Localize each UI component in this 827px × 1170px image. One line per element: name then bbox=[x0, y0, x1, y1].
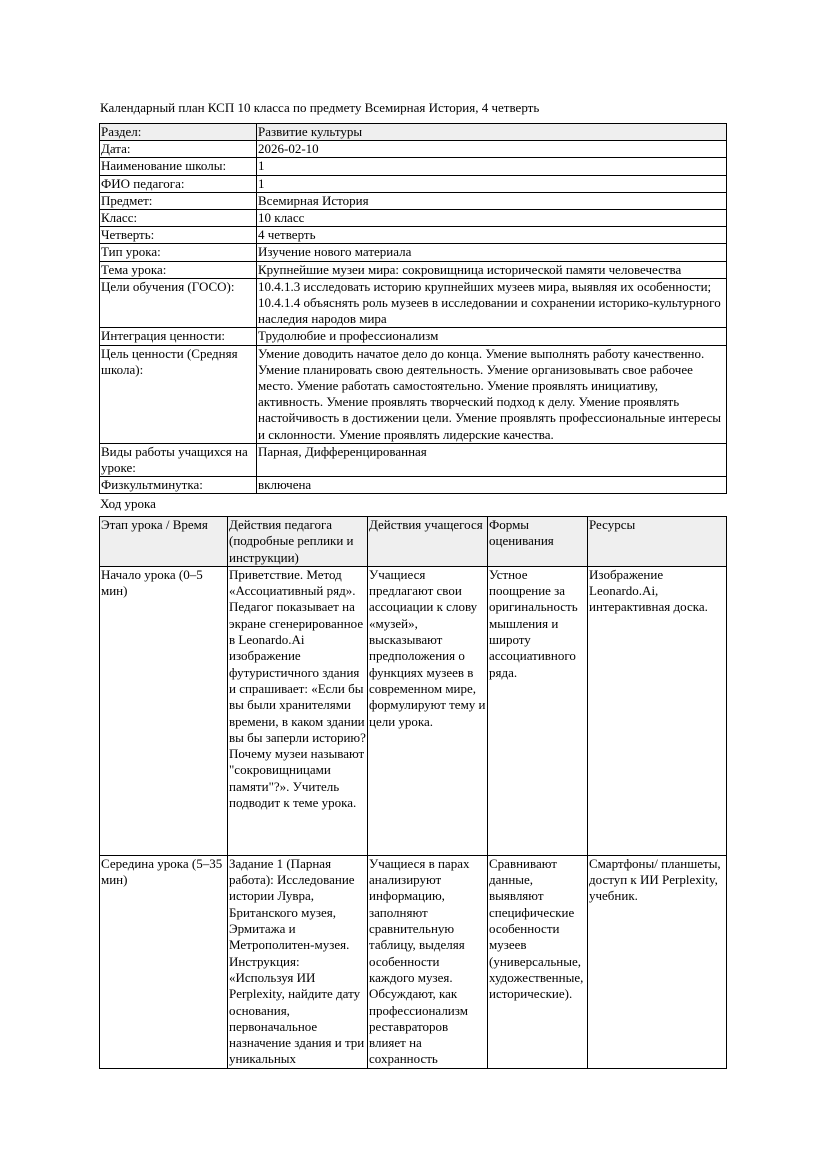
teacher-actions-cell: Задание 1 (Парная работа): Исследование истории Лувра, Британского музея, Эрмитажа и Метрополитен-музея. Инструкция: «Используя ИИ Perplexity, найдите дату основания, первоначальное назначение здания и три уникальных bbox=[228, 855, 368, 1068]
student-actions-cell: Учащиеся в парах анализируют информацию, заполняют сравнительную таблицу, выделяя особенности каждого музея. Обсуждают, как профессионализм реставраторов влияет на сохранность bbox=[368, 855, 488, 1068]
lesson-plan-table bbox=[99, 516, 727, 1069]
info-value: 1 bbox=[257, 175, 727, 192]
info-row bbox=[100, 175, 727, 192]
info-row bbox=[100, 227, 727, 244]
info-row bbox=[100, 345, 727, 443]
info-value: 4 четверть bbox=[257, 227, 727, 244]
stage-cell: Середина урока (5–35 мин) bbox=[100, 855, 228, 1068]
lesson-progress-heading: Ход урока bbox=[100, 496, 156, 511]
info-label: Тема урока: bbox=[100, 261, 257, 278]
resources-cell: Смартфоны/ планшеты, доступ к ИИ Perplexity, учебник. bbox=[588, 855, 727, 1068]
info-value: 10.4.1.3 исследовать историю крупнейших музеев мира, выявляя их особенности; 10.4.1.4 объяснять роль музеев в исследовании и сохранении историко-культурного наследия народов мира bbox=[257, 278, 727, 328]
table-header-row bbox=[100, 517, 727, 567]
table-row bbox=[100, 855, 727, 1068]
info-value: 10 класс bbox=[257, 210, 727, 227]
info-label: Класс: bbox=[100, 210, 257, 227]
info-value: Всемирная История bbox=[257, 192, 727, 209]
info-label: ФИО педагога: bbox=[100, 175, 257, 192]
info-label: Тип урока: bbox=[100, 244, 257, 261]
info-row bbox=[100, 210, 727, 227]
column-header-student-actions: Действия учащегося bbox=[368, 517, 488, 567]
assessment-cell: Сравнивают данные, выявляют специфические особенности музеев (универсальные, художественные, исторические). bbox=[488, 855, 588, 1068]
column-header-resources: Ресурсы bbox=[588, 517, 727, 567]
stage-cell: Начало урока (0–5 мин) bbox=[100, 566, 228, 855]
page-title: Календарный план КСП 10 класса по предмету Всемирная История, 4 четверть bbox=[100, 100, 540, 115]
info-value: Умение доводить начатое дело до конца. Умение выполнять работу качественно. Умение планировать свою деятельность. Умение организовывать свое рабочее место. Умение работать самостоятельно. Умение проявлять инициативу, активность. Умение проявлять творческий подход к делу. Умение проявлять настойчивость в достижении цели. Умение проявлять профессиональные интересы и склонности. Умение проявлять лидерские качества. bbox=[257, 345, 727, 443]
info-label: Наименование школы: bbox=[100, 158, 257, 175]
info-label: Виды работы учащихся на уроке: bbox=[100, 443, 257, 476]
resources-cell: Изображение Leonardo.Ai, интерактивная доска. bbox=[588, 566, 727, 855]
column-header-stage: Этап урока / Время bbox=[100, 517, 228, 567]
info-value: 2026-02-10 bbox=[257, 141, 727, 158]
info-value: Развитие культуры bbox=[257, 124, 727, 141]
info-row bbox=[100, 158, 727, 175]
assessment-cell: Устное поощрение за оригинальность мышления и широту ассоциативного ряда. bbox=[488, 566, 588, 855]
info-value: Крупнейшие музеи мира: сокровищница исторической памяти человечества bbox=[257, 261, 727, 278]
info-label: Предмет: bbox=[100, 192, 257, 209]
column-header-assessment: Формы оценивания bbox=[488, 517, 588, 567]
table-row bbox=[100, 566, 727, 855]
info-value: 1 bbox=[257, 158, 727, 175]
info-value: включена bbox=[257, 477, 727, 494]
info-label: Дата: bbox=[100, 141, 257, 158]
info-row bbox=[100, 328, 727, 345]
lesson-info-table bbox=[99, 123, 727, 494]
info-label: Физкультминутка: bbox=[100, 477, 257, 494]
info-row bbox=[100, 443, 727, 476]
column-header-teacher-actions: Действия педагога (подробные реплики и инструкции) bbox=[228, 517, 368, 567]
info-label: Четверть: bbox=[100, 227, 257, 244]
info-row bbox=[100, 141, 727, 158]
info-label: Цель ценности (Средняя школа): bbox=[100, 345, 257, 443]
info-row bbox=[100, 477, 727, 494]
info-value: Парная, Дифференцированная bbox=[257, 443, 727, 476]
info-row bbox=[100, 261, 727, 278]
info-value: Изучение нового материала bbox=[257, 244, 727, 261]
info-label: Цели обучения (ГОСО): bbox=[100, 278, 257, 328]
teacher-actions-cell: Приветствие. Метод «Ассоциативный ряд». Педагог показывает на экране сгенерированное в Leonardo.Ai изображение футуристичного здания и спрашивает: «Если бы вы были хранителями времени, в каком здании вы бы заперли историю? Почему музеи называют "сокровищницами памяти"?». Учитель подводит к теме урока. bbox=[228, 566, 368, 855]
info-row bbox=[100, 244, 727, 261]
info-label: Интеграция ценности: bbox=[100, 328, 257, 345]
student-actions-cell: Учащиеся предлагают свои ассоциации к слову «музей», высказывают предположения о функциях музеев в современном мире, формулируют тему и цели урока. bbox=[368, 566, 488, 855]
info-value: Трудолюбие и профессионализм bbox=[257, 328, 727, 345]
info-label: Раздел: bbox=[100, 124, 257, 141]
info-row bbox=[100, 278, 727, 328]
info-row bbox=[100, 124, 727, 141]
info-row bbox=[100, 192, 727, 209]
